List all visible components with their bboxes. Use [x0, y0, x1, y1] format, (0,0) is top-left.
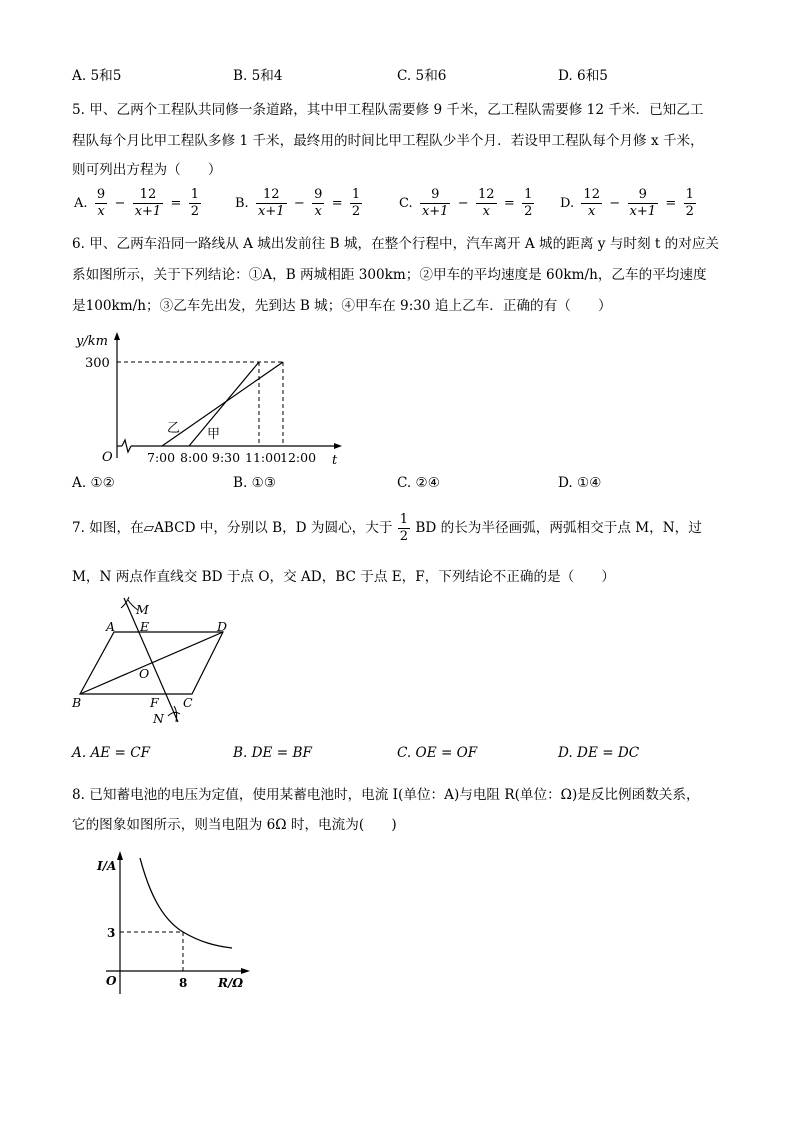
q5-stem-line-3: 则可列出方程为（ ） — [72, 162, 222, 178]
y-tick-300: 300 — [85, 356, 110, 371]
option-label: D. — [560, 196, 575, 211]
fraction: $\frac{1}{2}$ — [685, 187, 694, 219]
point-n-label: N — [153, 711, 164, 726]
point-o-label: O — [139, 666, 150, 681]
q6-stem-line-3: 是100km/h；③乙车先出发，先到达 B 城；④甲车在 9:30 追上乙车．正确的有（ ） — [72, 298, 612, 314]
fraction: $\frac{9}{x+1}$ — [629, 187, 657, 219]
label-jia: 甲 — [207, 427, 221, 442]
q4-option-b[interactable]: B. 5和4 — [233, 68, 283, 84]
fraction: $\frac{1}{2}$ — [351, 187, 361, 219]
q7-option-a[interactable]: A. AE = CF — [72, 745, 151, 761]
point-e-label: E — [140, 619, 150, 634]
x-tick-800: 8:00 — [180, 450, 209, 465]
q7-stem-line-2: M，N 两点作直线交 BD 于点 O，交 AD，BC 于点 E，F，下列结论不正确的是（ ） — [72, 569, 616, 585]
q5-option-c[interactable]: C. $\frac{9}{x+1}$ − $\frac{12}{x}$ = $\frac{1}{2}$ — [399, 187, 533, 219]
q8-stem-line-1: 8. 已知蓄电池的电压为定值，使用某蓄电池时，电流 I(单位：A)与电阻 R(单位：Ω)是反比例函数关系， — [72, 787, 700, 803]
origin-label: O — [106, 974, 117, 988]
fraction: $\frac{12}{x}$ — [583, 187, 600, 219]
q6-option-c[interactable]: C. ②④ — [397, 475, 440, 491]
q5-stem-line-2: 程队每个月比甲工程队多修 1 千米，最终用的时间比甲工程队少半个月．若设甲工程队每个月修 x 千米， — [72, 133, 704, 149]
fraction: $\frac{9}{x}$ — [96, 187, 106, 219]
x-tick-930: 9:30 — [212, 450, 241, 465]
fraction: $\frac{9}{x+1}$ — [421, 187, 449, 219]
point-d-label: D — [217, 619, 228, 634]
q7-stem-line-1: 7. 如图，在▱ABCD 中，分别以 B，D 为圆心，大于 $\frac{1}{2}$ BD 的长为半径画弧，两弧相交于点 M，N，过 — [72, 512, 702, 544]
x-tick-8: 8 — [179, 976, 188, 990]
q4-option-a[interactable]: A. 5和5 — [72, 68, 122, 84]
q5-option-b[interactable]: B. $\frac{12}{x+1}$ − $\frac{9}{x}$ = $\frac{1}{2}$ — [235, 187, 361, 219]
x-axis-label: R/Ω — [218, 976, 244, 990]
q6-option-b[interactable]: B. ①③ — [233, 475, 277, 491]
hyperbola-curve — [140, 858, 232, 948]
fraction: $\frac{1}{2}$ — [524, 187, 533, 219]
q6-stem-line-1: 6. 甲、乙两车沿同一路线从 A 城出发前往 B 城，在整个行程中，汽车离开 A 城的距离 y 与时刻 t 的对应关 — [72, 236, 720, 252]
x-tick-1200: 12:00 — [280, 450, 317, 465]
fraction: $\frac{12}{x}$ — [478, 187, 495, 219]
line-jia — [189, 362, 259, 446]
point-m-label: M — [136, 602, 149, 617]
q4-option-d[interactable]: D. 6和5 — [558, 68, 608, 84]
q5-stem-line-1: 5. 甲、乙两个工程队共同修一条道路，其中甲工程队需要修 9 千米，乙工程队需要修 12 千米．已知乙工 — [72, 102, 704, 118]
q5-option-d[interactable]: D. $\frac{12}{x}$ − $\frac{9}{x+1}$ = $\frac{1}{2}$ — [560, 187, 694, 219]
y-tick-3: 3 — [107, 926, 116, 940]
q8-stem-line-2: 它的图象如图所示，则当电阻为 6Ω 时，电流为( ) — [72, 817, 397, 833]
q6-option-d[interactable]: D. ①④ — [558, 475, 602, 491]
q6-stem-line-2: 系如图所示，关于下列结论：①A，B 两城相距 300km；②甲车的平均速度是 60km/h，乙车的平均速度 — [72, 267, 707, 283]
q7-option-d[interactable]: D. DE = DC — [558, 745, 640, 761]
line-yi — [162, 362, 283, 446]
x-tick-700: 7:00 — [147, 450, 176, 465]
q4-option-c[interactable]: C. 5和6 — [397, 68, 447, 84]
point-f-label: F — [150, 695, 159, 710]
fraction: $\frac{12}{x+1}$ — [258, 187, 285, 219]
y-axis-label: I/A — [97, 859, 117, 873]
q5-option-a[interactable]: A. $\frac{9}{x}$ − $\frac{12}{x+1}$ = $\frac{1}{2}$ — [74, 187, 200, 219]
option-label: C. — [399, 196, 413, 211]
point-c-label: C — [183, 695, 193, 710]
q6-option-a[interactable]: A. ①② — [72, 475, 115, 491]
option-label: A. — [74, 196, 88, 211]
origin-label: O — [102, 450, 113, 465]
label-yi: 乙 — [167, 421, 181, 436]
q8-inverse-proportion-graph — [90, 848, 260, 998]
fraction: $\frac{12}{x+1}$ — [134, 187, 162, 219]
fraction: $\frac{1}{2}$ — [399, 512, 409, 544]
q7-parallelogram-figure — [66, 594, 246, 730]
point-b-label: B — [72, 695, 82, 710]
fraction: $\frac{9}{x}$ — [314, 187, 323, 219]
option-label: B. — [235, 196, 249, 211]
x-axis-label: t — [332, 453, 338, 468]
fraction: $\frac{1}{2}$ — [190, 187, 200, 219]
x-tick-1100: 11:00 — [245, 450, 282, 465]
y-axis-label: y/km — [76, 334, 108, 349]
q7-option-b[interactable]: B. DE = BF — [233, 745, 312, 761]
point-a-label: A — [106, 619, 116, 634]
q7-option-c[interactable]: C. OE = OF — [397, 745, 478, 761]
q6-distance-time-graph — [70, 328, 360, 470]
